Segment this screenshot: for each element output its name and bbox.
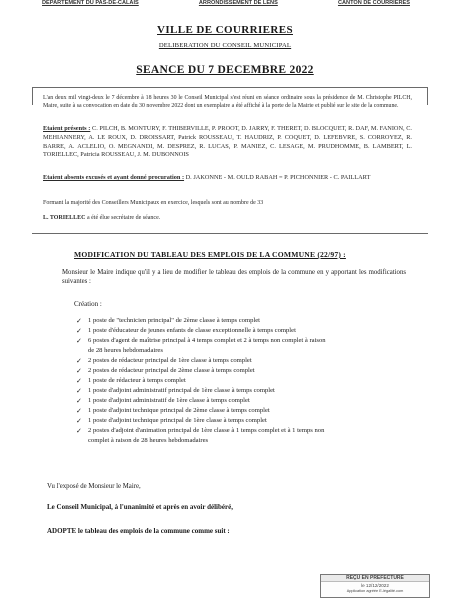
absents-paragraph [43, 174, 412, 183]
absents-list: D. JAKONNE - M. OULD RABAH = P. PICHONNIER - C. PAILLART [185, 174, 371, 181]
checkmark-icon: ✓ [76, 397, 82, 405]
checkmark-icon: ✓ [76, 417, 82, 425]
document-header [42, 0, 410, 8]
list-item: ✓ 1 poste d'éducateur de jeunes enfants de classe exceptionnelle à temps complet [76, 327, 296, 335]
secretary-text: a été élue secrétaire de séance. [86, 215, 161, 221]
creation-list [76, 316, 400, 446]
checkmark-icon: ✓ [76, 367, 82, 375]
seance-title: SEANCE DU 7 DECEMBRE 2022 [136, 64, 314, 76]
list-item: ✓ 1 poste de rédacteur à temps complet [76, 377, 186, 385]
majority-statement: Formant la majorité des Conseillers Municipaux en exercice, lesquels sont au nombre de 33 [43, 200, 264, 206]
header-department: DEPARTEMENT DU PAS-DE-CALAIS [42, 0, 139, 6]
secretary-name: L. TORIELLEC [43, 215, 86, 221]
expose-line: Vu l'exposé de Monsieur le Maire, [47, 483, 141, 490]
checkmark-icon: ✓ [76, 337, 82, 345]
intro-line-3: a été affiché à la porte de la Mairie et publié sur le site de la commune. [231, 103, 399, 109]
intro-paragraph [43, 94, 412, 110]
header-canton: CANTON DE COURRIERES [337, 0, 410, 6]
deliberation-title: DELIBERATION DU CONSEIL MUNICIPAL [158, 42, 292, 49]
checkmark-icon: ✓ [76, 377, 82, 385]
intro-line-1: L'an deux mil vingt-deux le 7 décembre à 18 heures 30 le Conseil Municipal s'est réuni en séance ordinaire sous [43, 95, 315, 101]
checkmark-icon: ✓ [76, 427, 82, 435]
presents-label: Etaient présents : [43, 125, 91, 132]
list-item: ✓ 1 poste de "technicien principal" de 2ème classe à temps complet [76, 317, 260, 325]
list-item: ✓ 6 postes d'agent de maîtrise principal à 4 temps complet et 2 à temps non complet à raison de 28 heures hebdomadaires [76, 337, 326, 354]
secretary-statement [43, 214, 412, 222]
section-title: MODIFICATION DU TABLEAU DES EMPLOIS DE LA COMMUNE (22/97) : [74, 250, 346, 259]
council-decision-line: Le Conseil Municipal, à l'unanimité et après en avoir délibéré, [47, 503, 233, 511]
list-item: ✓ 2 postes de rédacteur principal de 1ère classe à temps complet [76, 357, 252, 365]
list-item: ✓ 1 poste d'adjoint administratif de 1ère classe à temps complet [76, 397, 250, 405]
stamp-date: le 12/12/2022 [361, 583, 389, 588]
creation-label: Création : [74, 300, 102, 308]
frame-left-rule [32, 87, 33, 105]
stamp-title: REÇU EN PREFECTURE [321, 575, 429, 582]
list-item: ✓ 2 postes de rédacteur principal de 2ème classe à temps complet [76, 367, 255, 375]
presents-list: C. PILCH, B. MONTURY, F. THIBERVILLE, P. PROOT, D. JARRY, F. THERET, D. BLOCQUET, R. DAF, M. FANION, C. MEHIANNERY, A. LE ROUX, D. DROISSART, Patrick ROUSSEAU, T. HAUDRIZ, P. COQUET, D. LEFEBVRE, S. CORROYEZ, R. BARRE, A. ACLELIO, O. MEGNANDI, M. DESPREZ, R. LUCAS, P. MANIEZ, C. LESAGE, M. PRUDHOMME, B. LAMBERT, L. TORIELLEC, Patricia ROUSSEAU, J. M. DUBONNOIS [43, 125, 412, 159]
prefecture-stamp [320, 574, 430, 598]
absents-label: Etaient absents excusés et ayant donné procuration : [43, 174, 185, 181]
section-intro: Monsieur le Maire indique qu'il y a lieu de modifier le tableau des emplois de la commune en y apportant les modifications suivantes : [62, 269, 406, 286]
frame-bottom-rule [32, 233, 428, 234]
checkmark-icon: ✓ [76, 327, 82, 335]
checkmark-icon: ✓ [76, 317, 82, 325]
list-item: ✓ 1 poste d'adjoint technique principal de 2ème classe à temps complet [76, 407, 270, 415]
frame-right-rule [427, 87, 428, 105]
header-arrondissement: ARRONDISSEMENT DE LENS [198, 0, 278, 6]
list-item: ✓ 1 poste d'adjoint technique principal de 1ère classe à temps complet [76, 417, 267, 425]
intro-line-2: la présidence de M. Christophe PILCH, Maire, suite à sa convocation en date du 30 novembre 2022 dont un exemplaire [43, 95, 413, 109]
frame-top-rule [32, 87, 428, 88]
adoption-line: ADOPTE le tableau des emplois de la commune comme suit : [47, 527, 230, 535]
checkmark-icon: ✓ [76, 357, 82, 365]
checkmark-icon: ✓ [76, 387, 82, 395]
presents-paragraph [43, 125, 412, 160]
checkmark-icon: ✓ [76, 407, 82, 415]
list-item: ✓ 1 poste d'adjoint administratif principal de 1ère classe à temps complet [76, 387, 275, 395]
list-item: ✓ 2 postes d'adjoint d'animation principal de 1ère classe à 1 temps complet et à 1 temps non complet à raison de 28 heures hebdomadaires [76, 427, 325, 444]
stamp-footer: Application agréée E-légalité.com [346, 589, 404, 593]
commune-title: VILLE DE COURRIERES [157, 24, 293, 36]
